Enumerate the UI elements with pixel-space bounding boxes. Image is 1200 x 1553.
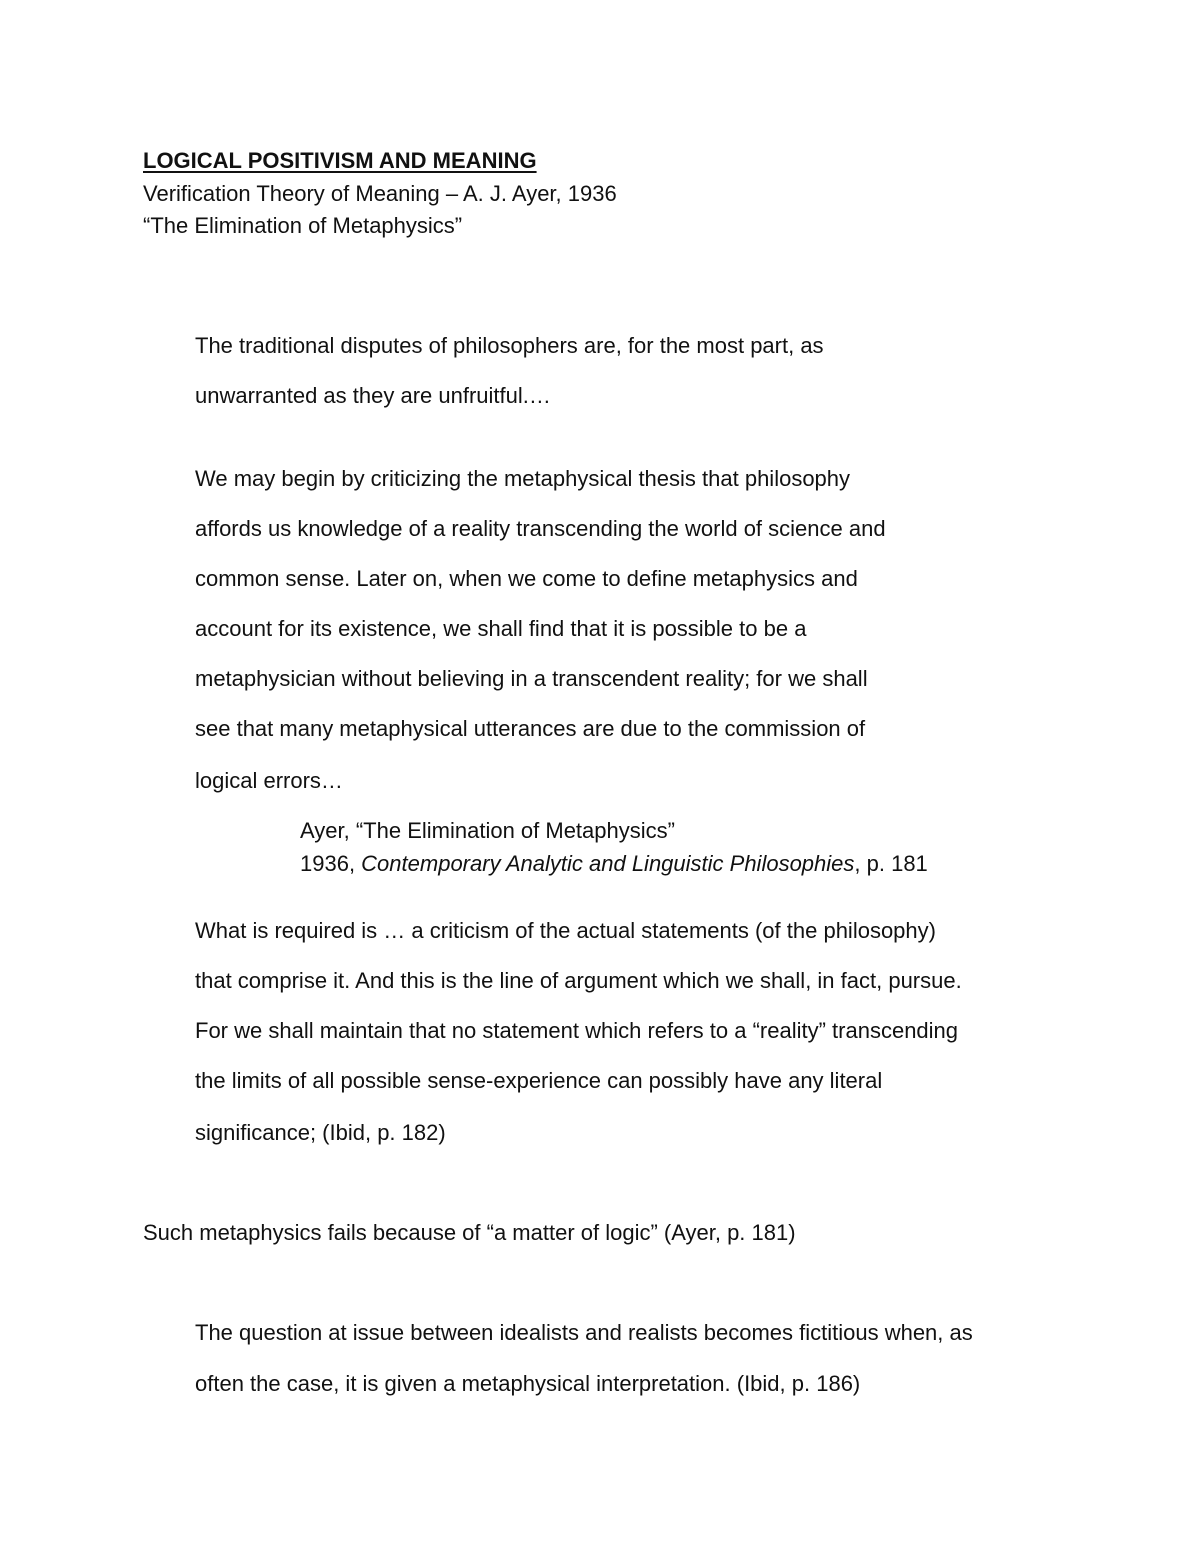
statement-text: Such metaphysics fails because of “a matter of logic” (Ayer, p. 181) bbox=[143, 1220, 796, 1245]
quote2-line: affords us knowledge of a reality transcending the world of science and bbox=[195, 516, 886, 541]
quote3-line: For we shall maintain that no statement which refers to a “reality” transcending bbox=[195, 1018, 959, 1043]
quote2-line: see that many metaphysical utterances are due to the commission of bbox=[195, 716, 866, 741]
citation-line2 bbox=[300, 853, 928, 875]
quote1-line: The traditional disputes of philosophers are, for the most part, as bbox=[195, 333, 824, 358]
quote2-line: account for its existence, we shall find that it is possible to be a bbox=[195, 616, 807, 641]
quote2-line: common sense. Later on, when we come to define metaphysics and bbox=[195, 566, 858, 591]
quote4-line: often the case, it is given a metaphysical interpretation. (Ibid, p. 186) bbox=[195, 1371, 861, 1396]
work-title: “The Elimination of Metaphysics” bbox=[143, 213, 463, 238]
quote3-line: the limits of all possible sense-experience can possibly have any literal bbox=[195, 1068, 883, 1093]
document-title: LOGICAL POSITIVISM AND MEANING bbox=[143, 148, 537, 173]
quote3-line: What is required is … a criticism of the actual statements (of the philosophy) bbox=[195, 918, 936, 943]
quote2-line: logical errors… bbox=[195, 768, 343, 793]
quote1-line: unwarranted as they are unfruitful.… bbox=[195, 383, 551, 408]
quote2-line: metaphysician without believing in a transcendent reality; for we shall bbox=[195, 666, 868, 691]
document-subtitle: Verification Theory of Meaning – A. J. Ayer, 1936 bbox=[143, 181, 617, 206]
citation-line1: Ayer, “The Elimination of Metaphysics” bbox=[300, 818, 675, 843]
citation-year: 1936, bbox=[300, 851, 362, 876]
quote2-line: We may begin by criticizing the metaphysical thesis that philosophy bbox=[195, 466, 851, 491]
citation-book: Contemporary Analytic and Linguistic Philosophies bbox=[361, 851, 855, 876]
citation-page: , p. 181 bbox=[854, 851, 928, 876]
quote3-line: significance; (Ibid, p. 182) bbox=[195, 1120, 446, 1145]
quote4-line: The question at issue between idealists and realists becomes fictitious when, as bbox=[195, 1320, 973, 1345]
quote3-line: that comprise it. And this is the line of argument which we shall, in fact, pursue. bbox=[195, 968, 962, 993]
